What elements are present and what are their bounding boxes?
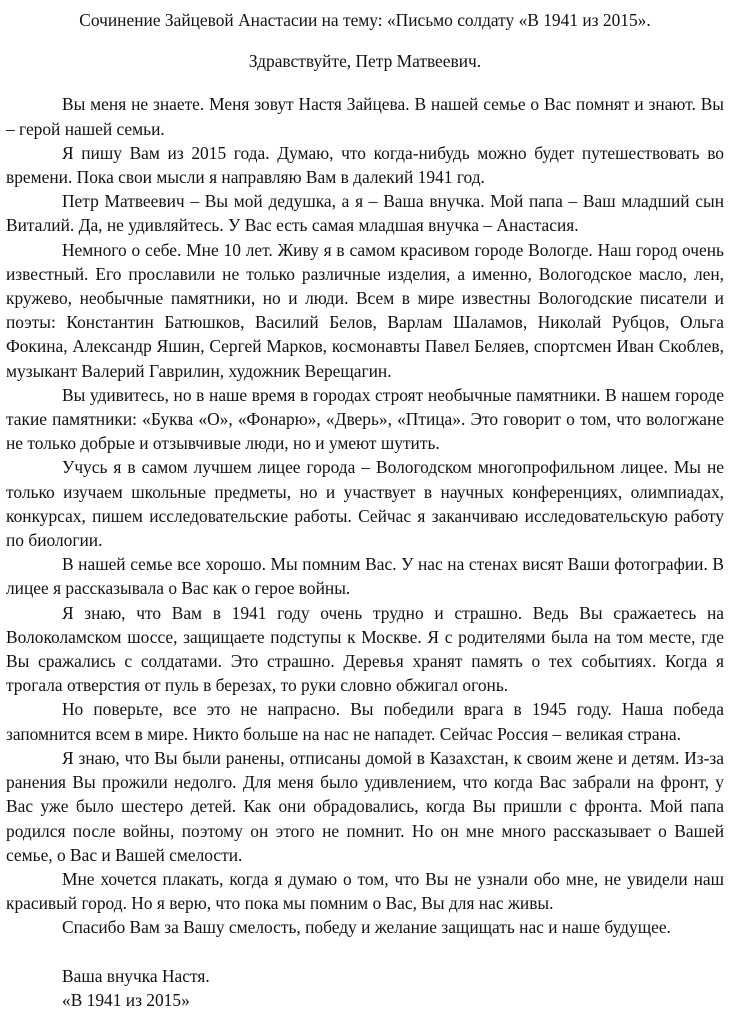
paragraph-3: Петр Матвеевич – Вы мой дедушка, а я – Ваша внучка. Мой папа – Ваш младший сын Виталий. Да, не удивляйтесь. У Вас есть самая младшая внучка – Анастасия. (6, 191, 724, 236)
paragraph-10: Я знаю, что Вы были ранены, отписаны домой в Казахстан, к своим жене и детям. Из-за ранения Вы прожили недолго. Для меня было удивлением, что когда Вас забрали на фронт, у Вас уже было шестеро детей. Как они обрадовались, когда Вы пришли с фронта. Мой папа родился после войны, поэтому он этого не помнит. Но он мне много рассказывает о Вашей семье, о Вас и Вашей смелости. (6, 747, 724, 865)
paragraph-6: Учусь я в самом лучшем лицее города – Вологодском многопрофильном лицее. Мы не только изучаем школьные предметы, но и участвует в научных конференциях, олимпиадах, конкурсах, пишем исследовательские работы. Сейчас я заканчиваю исследовательскую работу по биологии. (6, 457, 724, 551)
signature-subtitle: «В 1941 из 2015» (62, 989, 190, 1010)
paragraph-2: Я пишу Вам из 2015 года. Думаю, что когда-нибудь можно будет путешествовать во времени. Пока свои мысли я направляю Вам в далекий 1941 год. (6, 142, 724, 188)
paragraph-8: Я знаю, что Вам в 1941 году очень трудно и страшно. Ведь Вы сражаетесь на Волоколамском шоссе, защищаете подступы к Москве. Я с родителями была на том месте, где Вы сражались с солдатами. Это страшно. Деревья хранят память о тех событиях. Когда я трогала отверстия от пуль в березах, то руки словно обжигал огонь. (6, 602, 724, 696)
paragraph-4: Немного о себе. Мне 10 лет. Живу я в самом красивом городе Вологде. Наш город очень известный. Его прославили не только различные изделия, а именно, Вологодское масло, лен, кружево, необычные памятники, но и люди. Всем в мире известны Вологодские писатели и поэты: Константин Батюшков, Василий Белов, Варлам Шаламов, Николай Рубцов, Ольга Фокина, Александр Яшин, Сергей Марков, космонавты Павел Беляев, спортсмен Иван Скоблев, музыкант Валерий Гаврилин, художник Верещагин. (6, 239, 724, 381)
signature-gap (6, 940, 724, 964)
essay-title: Сочинение Зайцевой Анастасии на тему: «Письмо солдату «В 1941 из 2015». (79, 10, 651, 30)
paragraph-7: В нашей семье все хорошо. Мы помним Вас. У нас на стенах висят Ваши фотографии. В лицее я рассказывала о Вас как о герое войны. (6, 554, 724, 599)
paragraph-9: Но поверьте, все это не напрасно. Вы победили врага в 1945 году. Наша победа запомнится всем в мире. Никто больше на нас не нападет. Сейчас Россия – великая страна. (6, 699, 724, 744)
paragraph-11: Мне хочется плакать, когда я думаю о том, что Вы не узнали обо мне, не увидели наш красивый город. Но я верю, что пока мы помним о Вас, Вы для нас живы. (6, 868, 724, 914)
paragraph-12: Спасибо Вам за Вашу смелость, победу и желание защищать нас и наше будущее. (62, 917, 671, 938)
paragraph-1: Вы меня не знаете. Меня зовут Настя Зайцева. В нашей семье о Вас помнят и знают. Вы – герой нашей семьи. (6, 94, 724, 139)
signature-name: Ваша внучка Настя. (62, 965, 210, 986)
greeting: Здравствуйте, Петр Матвеевич. (248, 51, 482, 72)
paragraph-5: Вы удивитесь, но в наше время в городах строят необычные памятники. В нашем городе такие памятники: «Буква «О», «Фонарю», «Дверь», «Птица». Это говорит о том, что вологжане не только добрые и отзывчивые люди, но и умеют шутить. (6, 384, 724, 454)
